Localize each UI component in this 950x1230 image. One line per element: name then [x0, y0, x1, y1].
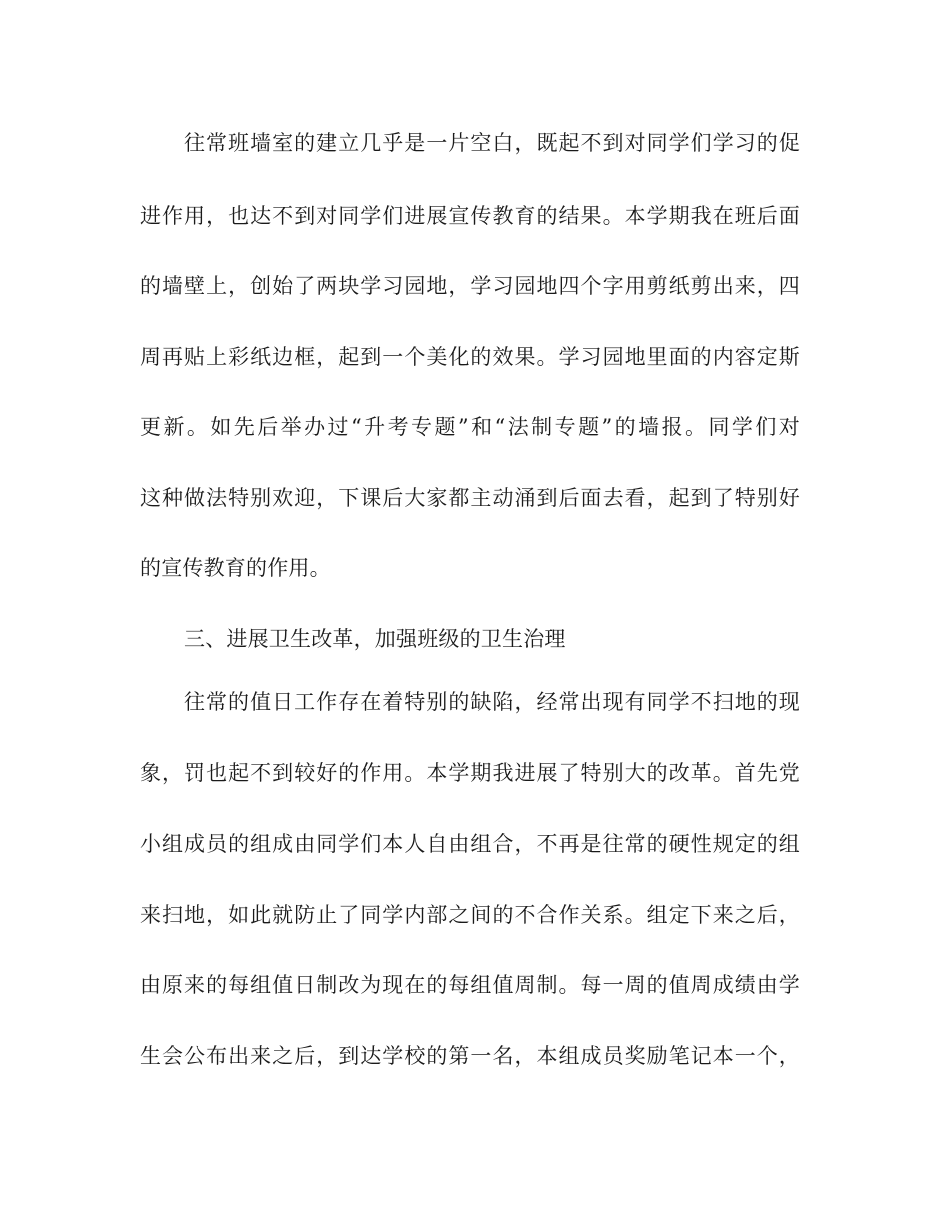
paragraph-1-line-2: 进作用，也达不到对同学们进展宣传教育的结果。本学期我在班后面: [140, 204, 800, 228]
paragraph-1-line-5: 更新。如先后举办过“升考专题”和“法制专题”的墙报。同学们对: [140, 415, 800, 439]
section-heading: 三、进展卫生改革，加强班级的卫生治理: [184, 627, 566, 651]
paragraph-2-line-4: 来扫地，如此就防止了同学内部之间的不合作关系。组定下来之后，: [140, 903, 800, 927]
paragraph-1-line-1: 往常班墙室的建立几乎是一片空白，既起不到对同学们学习的促: [184, 131, 800, 155]
paragraph-2-line-3: 小组成员的组成由同学们本人自由组合，不再是往常的硬性规定的组: [140, 832, 800, 856]
paragraph-2-line-6: 生会公布出来之后，到达学校的第一名，本组成员奖励笔记本一个，: [140, 1044, 800, 1068]
paragraph-1-line-6: 这种做法特别欢迎，下课后大家都主动涌到后面去看，起到了特别好: [140, 486, 800, 510]
paragraph-2-line-1: 往常的值日工作存在着特别的缺陷，经常出现有同学不扫地的现: [184, 690, 800, 714]
paragraph-1-line-4: 周再贴上彩纸边框，起到一个美化的效果。学习园地里面的内容定斯: [140, 345, 800, 369]
paragraph-1-line-3: 的墙壁上，创始了两块学习园地，学习园地四个字用剪纸剪出来，四: [140, 274, 800, 298]
paragraph-2-line-5: 由原来的每组值日制改为现在的每组值周制。每一周的值周成绩由学: [140, 973, 800, 997]
paragraph-2-line-2: 象，罚也起不到较好的作用。本学期我进展了特别大的改革。首先党: [140, 761, 800, 785]
paragraph-1-line-7: 的宣传教育的作用。: [140, 556, 331, 580]
